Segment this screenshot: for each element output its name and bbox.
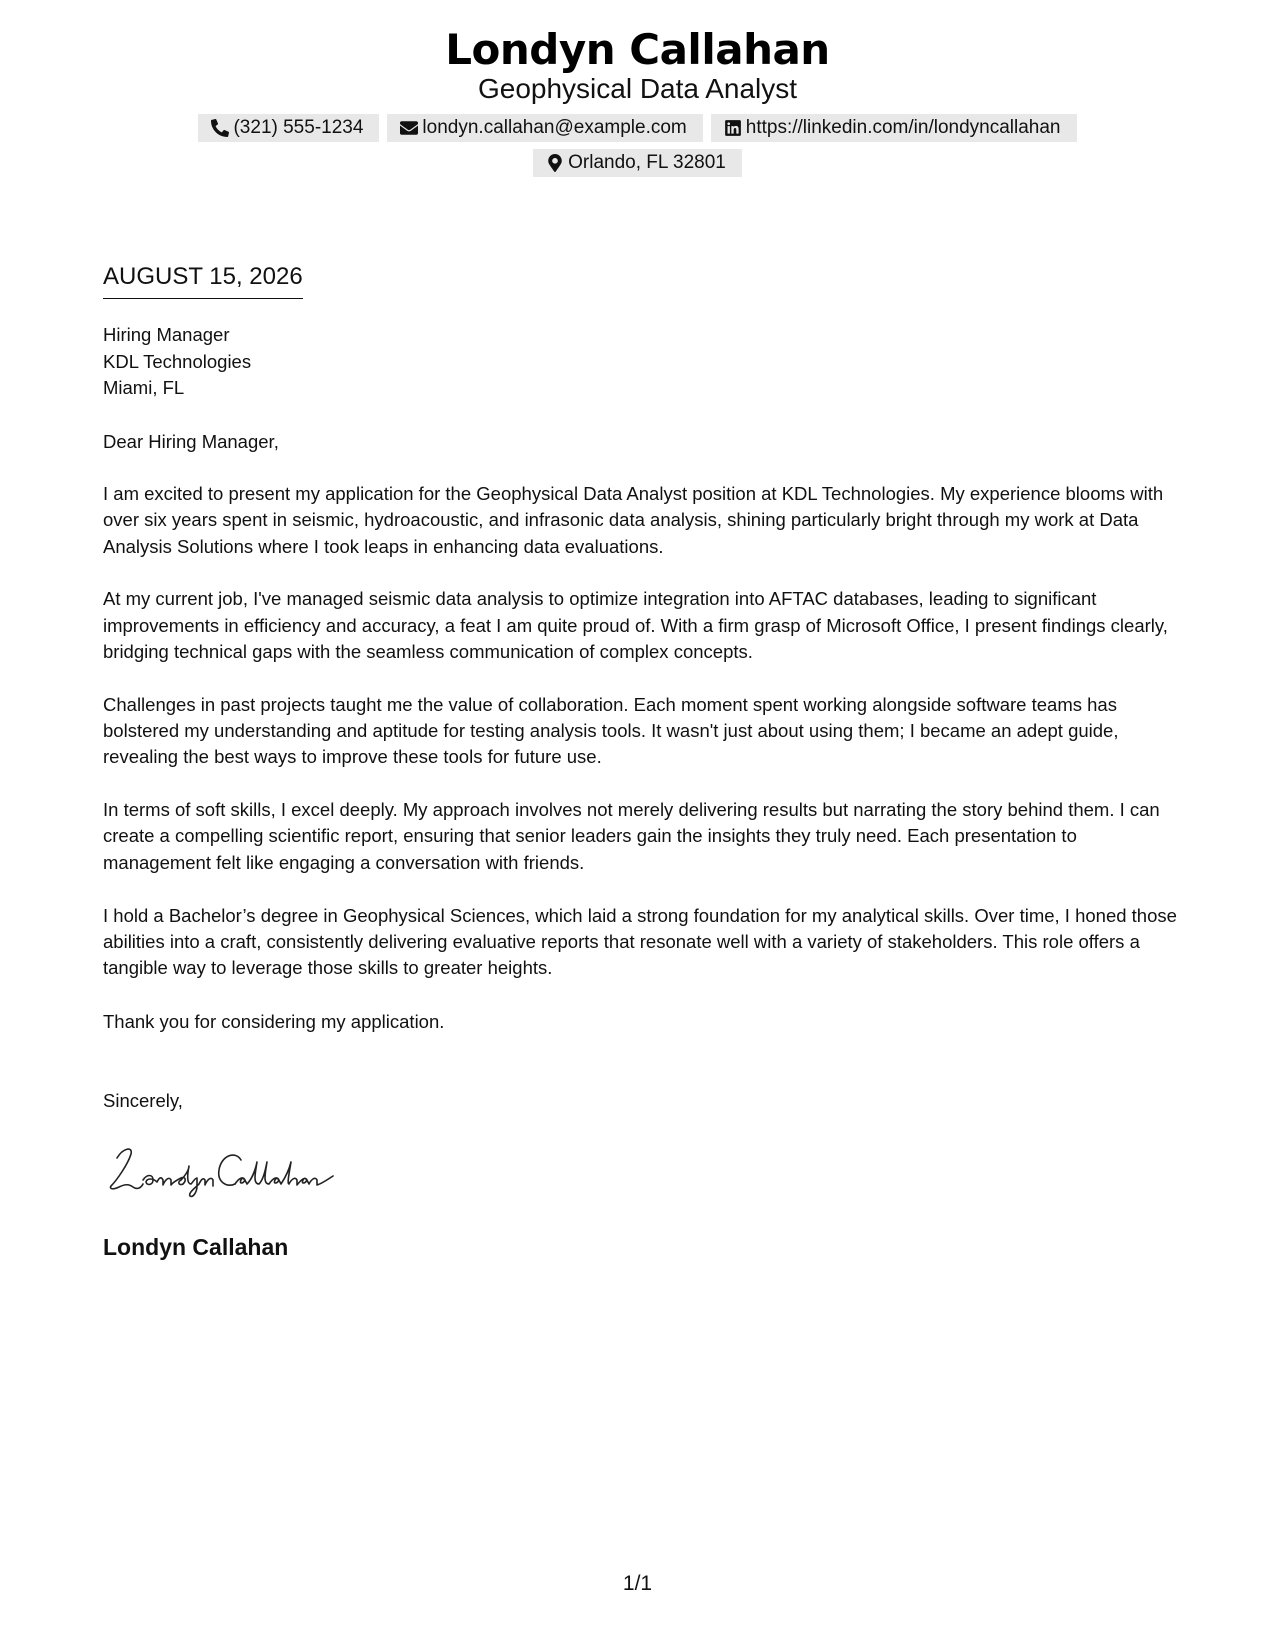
linkedin-text[interactable]: https://linkedin.com/in/londyncallahan xyxy=(745,117,1061,138)
contact-row xyxy=(0,114,1275,142)
closing: Sincerely, xyxy=(103,1090,183,1111)
body-paragraph: At my current job, I've managed seismic data analysis to optimize integration into AFTAC databases, leading to significant improvements in efficiency and accuracy, a feat I am quite proud of. With a firm grasp of Microsoft Office, I present findings clearly, bridging technical gaps with the seamless communication of complex concepts. xyxy=(103,588,1168,662)
body-paragraph: In terms of soft skills, I excel deeply. My approach involves not merely delivering results but narrating the story behind them. I can create a compelling scientific report, ensuring that senior leaders gain the insights they truly need. Each presentation to management felt like engaging a conversation with friends. xyxy=(103,799,1160,873)
email-chip xyxy=(387,114,702,142)
phone-chip xyxy=(198,114,379,142)
applicant-title: Geophysical Data Analyst xyxy=(477,73,798,104)
body-paragraph: I hold a Bachelor’s degree in Geophysical Sciences, which laid a strong foundation for my analytical skills. Over time, I honed those abilities into a craft, consistently delivering evaluative reports that resonate well with a variety of stakeholders. This role offers a tangible way to leverage those skills to greater heights. xyxy=(103,904,1177,979)
contact-row-location xyxy=(0,149,1275,177)
body-paragraph: Challenges in past projects taught me the value of collaboration. Each moment spent working alongside software teams has bolstered my understanding and aptitude for testing analysis tools. It wasn't just about using them; I became an adept guide, revealing the best ways to improve these tools for future use. xyxy=(103,693,1119,768)
letter-body xyxy=(103,481,1178,1008)
linkedin-icon xyxy=(724,119,742,137)
location-text: Orlando, FL 32801 xyxy=(568,152,726,173)
envelope-icon xyxy=(400,119,418,137)
map-marker-icon xyxy=(546,154,564,172)
phone-text: (321) 555-1234 xyxy=(233,117,364,138)
thank-you-line: Thank you for considering my application. xyxy=(103,1011,445,1032)
recipient-location: Miami, FL xyxy=(103,377,185,398)
recipient-company: KDL Technologies xyxy=(103,350,252,372)
recipient-title: Hiring Manager xyxy=(103,324,230,345)
salutation: Dear Hiring Manager, xyxy=(103,431,279,452)
letter-date: AUGUST 15, 2026 xyxy=(103,262,303,299)
phone-icon xyxy=(211,119,229,137)
linkedin-chip xyxy=(711,114,1077,142)
email-text: londyn.callahan@example.com xyxy=(422,117,687,138)
applicant-name: Londyn Callahan xyxy=(445,25,830,74)
signature-image xyxy=(103,1140,363,1200)
recipient-block xyxy=(103,322,251,402)
location-chip xyxy=(533,149,742,177)
signer-name: Londyn Callahan xyxy=(103,1234,289,1260)
body-paragraph: I am excited to present my application for the Geophysical Data Analyst position at KDL Technologies. My experience blooms with over six years spent in seismic, hydroacoustic, and infrasonic data analysis, shining particularly bright through my work at Data Analysis Solutions where I took leaps in enhancing data evaluations. xyxy=(103,483,1164,557)
page-number: 1/1 xyxy=(622,1572,653,1595)
